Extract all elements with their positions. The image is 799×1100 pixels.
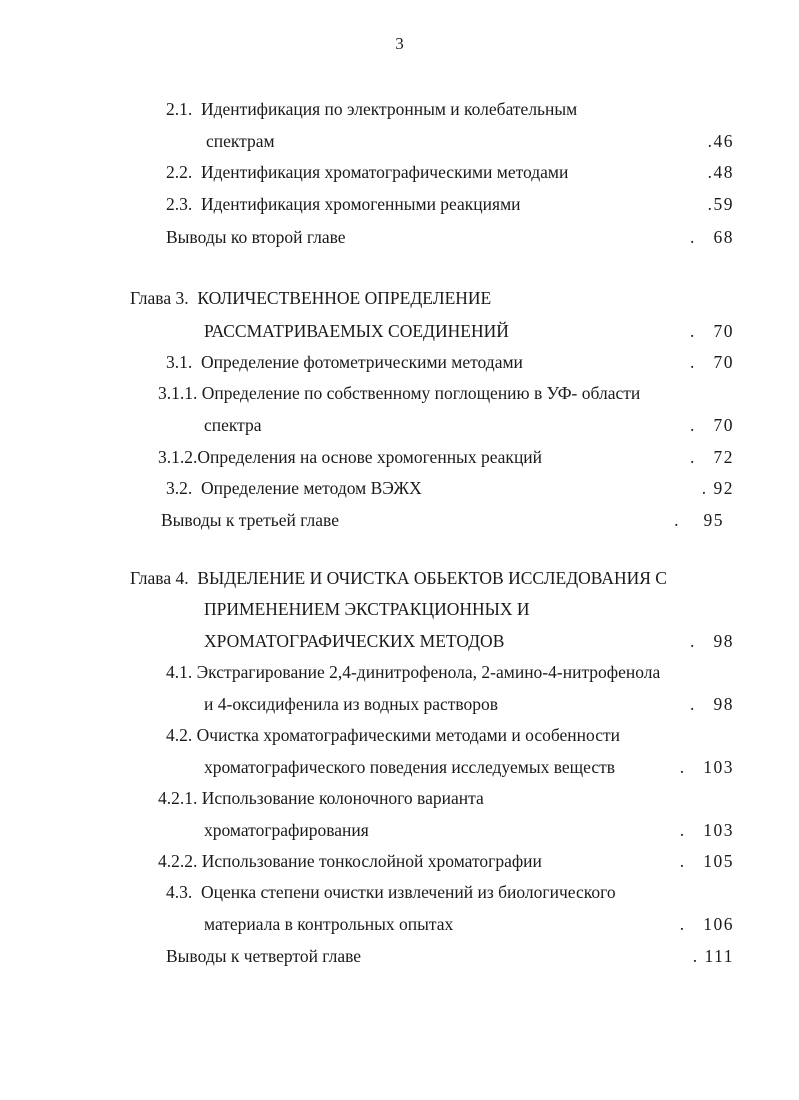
toc-entry-2-3: [166, 193, 734, 215]
toc-page: 103: [703, 820, 734, 840]
toc-page: 68: [713, 227, 734, 247]
toc-leader: . 92: [701, 478, 734, 498]
toc-entry-conclusions-3: [161, 509, 724, 531]
toc-chapter-3-cont: [204, 320, 734, 342]
toc-leader: . 103: [679, 820, 734, 840]
toc-entry-conclusions-4: [166, 945, 734, 967]
toc-leader: . 98: [690, 694, 734, 714]
toc-chapter-4: [130, 567, 667, 589]
toc-entry-title: 4.3. Оценка степени очистки извлечений из биологического: [166, 882, 616, 902]
toc-page: 98: [713, 694, 734, 714]
toc-entry-title: 3.1. Определение фотометрическими методами: [166, 352, 528, 372]
toc-entry-title: 4.2.1. Использование колоночного варианта: [158, 788, 484, 808]
toc-leader: . 103: [679, 757, 734, 777]
toc-leader: . 72: [690, 447, 734, 467]
toc-page: 72: [713, 447, 734, 467]
toc-page: 103: [703, 757, 734, 777]
toc-entry-title: спектрам: [206, 131, 279, 151]
toc-page: 92: [713, 478, 734, 498]
toc-entry-title: 3.2. Определение методом ВЭЖХ: [166, 478, 427, 498]
toc-entry-4-2-cont: [204, 756, 734, 778]
toc-entry-title: и 4-оксидифенила из водных растворов: [204, 694, 503, 714]
toc-entry-3-1-1: [158, 382, 640, 404]
toc-page: 95: [703, 510, 724, 530]
page-number: 3: [395, 34, 404, 53]
toc-entry-4-3: [166, 881, 616, 903]
toc-leader: .46: [707, 131, 734, 151]
toc-leader: . 68: [690, 227, 734, 247]
toc-entry-title: ХРОМАТОГРАФИЧЕСКИХ МЕТОДОВ: [204, 631, 509, 651]
toc-entry-3-1-1-cont: [204, 414, 734, 436]
toc-page: 46: [713, 131, 734, 151]
toc-leader: . 70: [690, 352, 734, 372]
toc-entry-title: 2.2. Идентификация хроматографическими методами: [166, 162, 573, 182]
toc-entry-conclusions-2: [166, 226, 734, 248]
toc-entry-title: материала в контрольных опытах: [204, 914, 458, 934]
toc-entry-title: спектра: [204, 415, 266, 435]
toc-entry-2-2: [166, 161, 734, 183]
toc-entry-title: 4.2. Очистка хроматографическими методами и особенности: [166, 725, 621, 745]
toc-entry-title: 2.3. Идентификация хромогенными реакциями: [166, 194, 525, 214]
toc-entry-title: Глава 3. КОЛИЧЕСТВЕННОЕ ОПРЕДЕЛЕНИЕ: [130, 288, 492, 308]
toc-entry-4-2-1-cont: [204, 819, 734, 841]
toc-entry-title: хроматографирования: [204, 820, 374, 840]
toc-page: 70: [713, 321, 734, 341]
toc-entry-title: 4.1. Экстрагирование 2,4-динитрофенола, 2-амино-4-нитрофенола: [166, 662, 661, 682]
toc-entry-4-3-cont: [204, 913, 734, 935]
toc-entry-4-1-cont: [204, 693, 734, 715]
toc-entry-2-1: [166, 98, 577, 120]
toc-entry-2-1-cont: [206, 130, 734, 152]
toc-entry-title: 3.1.1. Определение по собственному поглощению в УФ- области: [158, 383, 641, 403]
toc-entry-4-2-1: [158, 787, 484, 809]
toc-entry-title: Выводы к четвертой главе: [166, 946, 366, 966]
toc-leader: . 70: [690, 321, 734, 341]
toc-entry-4-2: [166, 724, 620, 746]
toc-entry-3-1: [166, 351, 734, 373]
toc-entry-title: 3.1.2.Определения на основе хромогенных реакций: [158, 447, 543, 467]
toc-leader: .48: [707, 162, 734, 182]
toc-page: 98: [713, 631, 734, 651]
toc-entry-title: 2.1. Идентификация по электронным и колебательным: [166, 99, 578, 119]
toc-entry-title: Глава 4. ВЫДЕЛЕНИЕ И ОЧИСТКА ОБЬЕКТОВ ИССЛЕДОВАНИЯ С: [130, 568, 667, 588]
toc-entry-4-2-2: [158, 850, 734, 872]
toc-leader: . 98: [690, 631, 734, 651]
toc-leader: . 106: [679, 914, 734, 934]
toc-page: 48: [713, 162, 734, 182]
toc-leader: .59: [707, 194, 734, 214]
toc-leader: . 111: [692, 946, 734, 966]
toc-entry-3-1-2: [158, 446, 734, 468]
toc-entry-title: Выводы к третьей главе: [161, 510, 344, 530]
toc-entry-4-1: [166, 661, 660, 683]
toc-page: 105: [703, 851, 734, 871]
toc-entry-title: 4.2.2. Использование тонкослойной хроматографии: [158, 851, 547, 871]
toc-entry-title: хроматографического поведения исследуемых веществ: [204, 757, 620, 777]
toc-entry-title: Выводы ко второй главе: [166, 227, 350, 247]
toc-chapter-4-cont2: [204, 630, 734, 652]
toc-entry-3-2: [166, 477, 734, 499]
toc-chapter-4-cont: [204, 598, 530, 620]
toc-leader: . 70: [690, 415, 734, 435]
toc-page: 111: [704, 946, 734, 966]
toc-entry-title: РАССМАТРИВАЕМЫХ СОЕДИНЕНИЙ: [204, 321, 514, 341]
toc-chapter-3: [130, 287, 491, 309]
toc-page: 70: [713, 415, 734, 435]
toc-leader: . 105: [679, 851, 734, 871]
toc-page: 70: [713, 352, 734, 372]
toc-entry-title: ПРИМЕНЕНИЕМ ЭКСТРАКЦИОННЫХ И: [204, 599, 530, 619]
toc-leader: . 95: [674, 510, 724, 530]
toc-page: 59: [713, 194, 734, 214]
toc-page: 106: [703, 914, 734, 934]
